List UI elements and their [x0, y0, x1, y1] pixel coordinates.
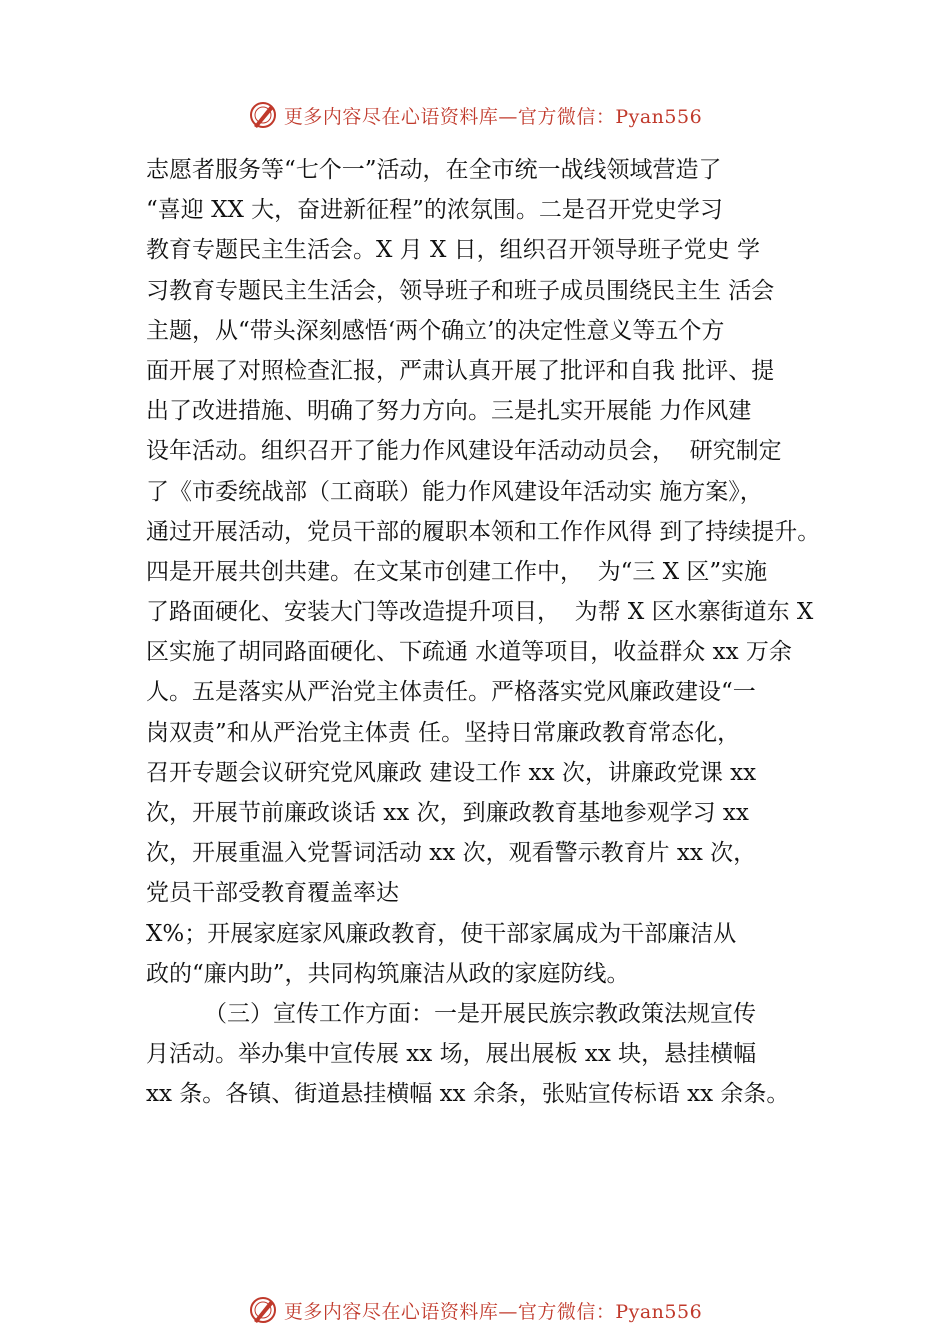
document-body — [146, 150, 846, 1115]
text-line: 设年活动。组织召开了能力作风建设年活动动员会， 研究制定 — [146, 438, 782, 465]
header-watermark — [0, 95, 950, 135]
text-line: 党员干部受教育覆盖率达 — [146, 880, 399, 907]
section-heading-line: （三）宣传工作方面：一是开展民族宗教政策法规宣传 — [204, 1000, 756, 1027]
text-line: “喜迎 XX 大，奋进新征程”的浓氛围。二是召开党史学习 — [146, 197, 723, 224]
pen-seal-icon — [248, 100, 278, 130]
footer-watermark — [0, 1290, 950, 1330]
text-line: 岗双责”和从严治党主体责 任。坚持日常廉政教育常态化， — [146, 719, 741, 746]
pen-seal-icon — [248, 1295, 278, 1325]
text-line: 了《市委统战部（工商联）能力作风建设年活动实 施方案》， — [146, 478, 763, 505]
text-line: 面开展了对照检查汇报，严肃认真开展了批评和自我 批评、提 — [146, 357, 775, 384]
text-line: 教育专题民主生活会。X 月 X 日，组织召开领导班子党史 学 — [146, 237, 760, 264]
text-line: 次，开展节前廉政谈话 xx 次，到廉政教育基地参观学习 xx — [146, 800, 749, 826]
text-line: 出了改进措施、明确了努力方向。三是扎实开展能 力作风建 — [146, 398, 752, 425]
text-line: 志愿者服务等“七个一”活动，在全市统一战线领域营造了 — [146, 157, 722, 183]
text-line: 通过开展活动，党员干部的履职本领和工作作风得 到了持续提升。 — [146, 518, 821, 545]
watermark-text: 更多内容尽在心语资料库—官方微信：Pyan556 — [283, 105, 703, 128]
text-line: 主题，从“带头深刻感悟‘两个确立’的决定性意义等五个方 — [146, 317, 725, 344]
text-line: 月活动。举办集中宣传展 xx 场，展出展板 xx 块，悬挂横幅 — [146, 1041, 757, 1068]
text-line: 政的“廉内助”，共同构筑廉洁从政的家庭防线。 — [146, 960, 630, 987]
text-line: 次，开展重温入党誓词活动 xx 次，观看警示教育片 xx 次， — [146, 840, 757, 867]
text-line: 召开专题会议研究党风廉政 建设工作 xx 次，讲廉政党课 xx — [146, 759, 757, 786]
text-line: 人。五是落实从严治党主体责任。严格落实党风廉政建设“一 — [146, 679, 756, 706]
text-line: 四是开展共创共建。在文某市创建工作中， 为“三 X 区”实施 — [146, 558, 768, 585]
text-line: X%；开展家庭家风廉政教育，使干部家属成为干部廉洁从 — [146, 920, 737, 947]
text-line: 习教育专题民主生活会，领导班子和班子成员围绕民主生 活会 — [146, 277, 775, 304]
text-line: 区实施了胡同路面硬化、下疏通 水道等项目，收益群众 xx 万余 — [146, 639, 792, 666]
text-line: 了路面硬化、安装大门等改造提升项目， 为帮 X 区水寨街道东 X — [146, 599, 814, 626]
watermark-text: 更多内容尽在心语资料库—官方微信：Pyan556 — [283, 1300, 703, 1323]
text-line: xx 条。各镇、街道悬挂横幅 xx 余条，张贴宣传标语 xx 余条。 — [146, 1081, 790, 1108]
